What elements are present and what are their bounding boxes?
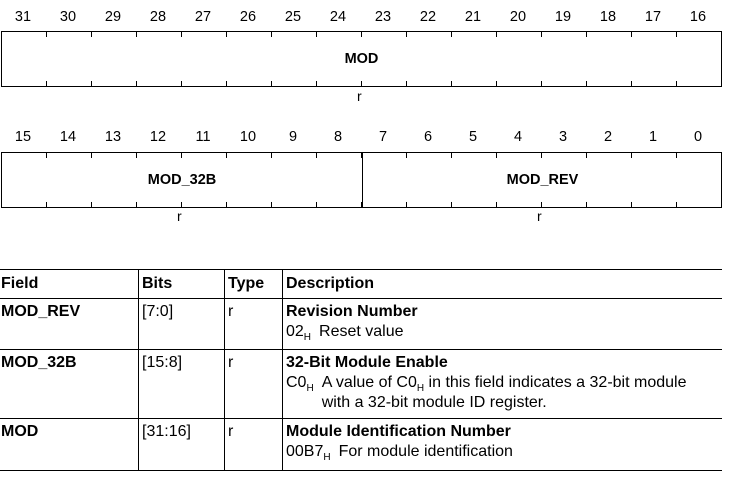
bit-number: 25 xyxy=(284,9,302,25)
bit-tick xyxy=(361,202,362,207)
bit-tick xyxy=(541,202,542,207)
bit-number: 9 xyxy=(288,129,298,145)
field-mod-rev xyxy=(362,153,722,207)
field-mod xyxy=(2,32,721,86)
bit-number: 2 xyxy=(603,129,613,145)
bit-tick xyxy=(271,81,272,86)
bit-number: 13 xyxy=(104,129,122,145)
field-mod-rev-access: r xyxy=(537,208,542,224)
bit-number: 4 xyxy=(513,129,523,145)
bit-number: 15 xyxy=(14,129,32,145)
bit-number: 22 xyxy=(419,9,437,25)
value-line xyxy=(286,323,717,343)
bit-tick xyxy=(316,32,317,37)
bit-tick xyxy=(136,202,137,207)
bit-tick xyxy=(496,32,497,37)
bit-number: 31 xyxy=(14,9,32,25)
bit-tick xyxy=(271,32,272,37)
bit-tick xyxy=(316,202,317,207)
bit-number: 26 xyxy=(239,9,257,25)
bit-tick xyxy=(676,202,677,207)
field-mod-rev-label: MOD_REV xyxy=(506,172,579,188)
bit-tick xyxy=(316,153,317,158)
bit-tick xyxy=(46,32,47,37)
bit-tick xyxy=(361,153,362,158)
field-mod-access: r xyxy=(357,88,362,104)
row-bits: [31:16] xyxy=(139,419,225,470)
bit-tick xyxy=(136,81,137,86)
bit-number: 1 xyxy=(648,129,658,145)
bit-tick xyxy=(541,81,542,86)
bit-tick xyxy=(496,81,497,86)
bit-number: 27 xyxy=(194,9,212,25)
bit-tick xyxy=(406,153,407,158)
row-type: r xyxy=(225,350,283,419)
bit-tick xyxy=(541,153,542,158)
bit-number: 20 xyxy=(509,9,527,25)
register-lower-row xyxy=(1,152,722,208)
header-bits: Bits xyxy=(139,270,225,299)
bit-tick xyxy=(46,153,47,158)
bit-tick xyxy=(181,202,182,207)
bit-tick xyxy=(676,32,677,37)
value-line xyxy=(286,374,717,412)
bit-tick xyxy=(586,202,587,207)
bit-tick xyxy=(316,81,317,86)
bit-tick xyxy=(226,32,227,37)
bit-number: 12 xyxy=(149,129,167,145)
bit-number: 11 xyxy=(195,129,211,145)
bit-tick xyxy=(586,32,587,37)
bit-tick xyxy=(676,153,677,158)
register-upper-row xyxy=(1,31,722,87)
bit-tick xyxy=(586,153,587,158)
bit-tick xyxy=(406,32,407,37)
bit-tick xyxy=(271,202,272,207)
bit-tick xyxy=(541,32,542,37)
bit-tick xyxy=(361,81,362,86)
bit-number: 8 xyxy=(333,129,343,145)
field-mod-32b-access: r xyxy=(177,208,182,224)
row-bits: [15:8] xyxy=(139,350,225,419)
value-code: $02_H$ xyxy=(286,323,312,344)
bit-tick xyxy=(271,153,272,158)
bit-number: 28 xyxy=(149,9,167,25)
description-title: 32-Bit Module Enable xyxy=(286,354,448,372)
bit-tick xyxy=(496,153,497,158)
lower-bit-numbers xyxy=(0,129,745,149)
bit-number: 3 xyxy=(558,129,568,145)
bit-tick xyxy=(586,81,587,86)
bit-number: 18 xyxy=(599,9,617,25)
table-row xyxy=(0,299,722,350)
bit-tick xyxy=(631,153,632,158)
bit-number: 23 xyxy=(374,9,392,25)
field-description-table xyxy=(0,269,722,471)
bit-tick xyxy=(361,32,362,37)
upper-bit-numbers xyxy=(0,9,745,29)
row-type: r xyxy=(225,299,283,350)
row-type: r xyxy=(225,419,283,470)
bit-number: 29 xyxy=(104,9,122,25)
bit-tick xyxy=(46,202,47,207)
row-field: MOD xyxy=(1,423,39,441)
value-text: A value of $C0_H$ in this field indicates a 32-bit module with a 32-bit module ID register. xyxy=(321,374,687,412)
row-field: MOD_REV xyxy=(1,303,81,320)
bit-tick xyxy=(451,153,452,158)
value-line xyxy=(286,443,717,463)
bit-number: 24 xyxy=(329,9,347,25)
bit-number: 6 xyxy=(423,129,433,145)
bit-tick xyxy=(676,81,677,86)
bit-tick xyxy=(91,153,92,158)
bit-number: 16 xyxy=(689,9,707,25)
bit-tick xyxy=(406,81,407,86)
bit-tick xyxy=(136,153,137,158)
bit-number: 17 xyxy=(644,9,662,25)
bit-tick xyxy=(91,32,92,37)
row-description xyxy=(283,299,723,350)
row-bits: [7:0] xyxy=(139,299,225,350)
bit-tick xyxy=(631,81,632,86)
header-type: Type xyxy=(225,270,283,299)
field-mod-32b-label: MOD_32B xyxy=(147,172,217,188)
bit-number: 7 xyxy=(378,129,388,145)
bit-tick xyxy=(631,32,632,37)
bit-tick xyxy=(46,81,47,86)
bit-tick xyxy=(451,202,452,207)
table-row xyxy=(0,350,722,419)
value-code: $C0_H$ xyxy=(286,374,314,395)
description-title: Revision Number xyxy=(286,303,418,320)
row-description xyxy=(283,350,723,419)
field-mod-32b xyxy=(2,153,362,207)
bit-tick xyxy=(406,202,407,207)
header-description: Description xyxy=(283,270,723,299)
table-header-row xyxy=(0,270,722,299)
bit-number: 30 xyxy=(59,9,77,25)
header-field: Field xyxy=(0,270,139,299)
bit-tick xyxy=(226,153,227,158)
bit-tick xyxy=(226,202,227,207)
bit-tick xyxy=(451,32,452,37)
row-field: MOD_32B xyxy=(1,354,77,372)
bit-tick xyxy=(181,153,182,158)
bit-tick xyxy=(136,32,137,37)
table-row xyxy=(0,419,722,470)
bit-tick xyxy=(631,202,632,207)
bit-number: 19 xyxy=(554,9,572,25)
value-text: Reset value xyxy=(319,323,404,340)
bit-tick xyxy=(226,81,227,86)
bit-tick xyxy=(181,81,182,86)
field-mod-label: MOD xyxy=(344,51,379,67)
bit-tick xyxy=(181,32,182,37)
bit-tick xyxy=(91,81,92,86)
bit-tick xyxy=(496,202,497,207)
value-code: $00B7_H$ xyxy=(286,443,331,464)
bit-number: 21 xyxy=(464,9,482,25)
bit-tick xyxy=(451,81,452,86)
bit-number: 5 xyxy=(468,129,478,145)
bit-number: 10 xyxy=(239,129,257,145)
row-description xyxy=(283,419,723,470)
bit-tick xyxy=(91,202,92,207)
value-text: For module identification xyxy=(338,443,513,461)
bit-number: 14 xyxy=(59,129,77,145)
description-title: Module Identification Number xyxy=(286,423,511,441)
bit-number: 0 xyxy=(693,129,703,145)
